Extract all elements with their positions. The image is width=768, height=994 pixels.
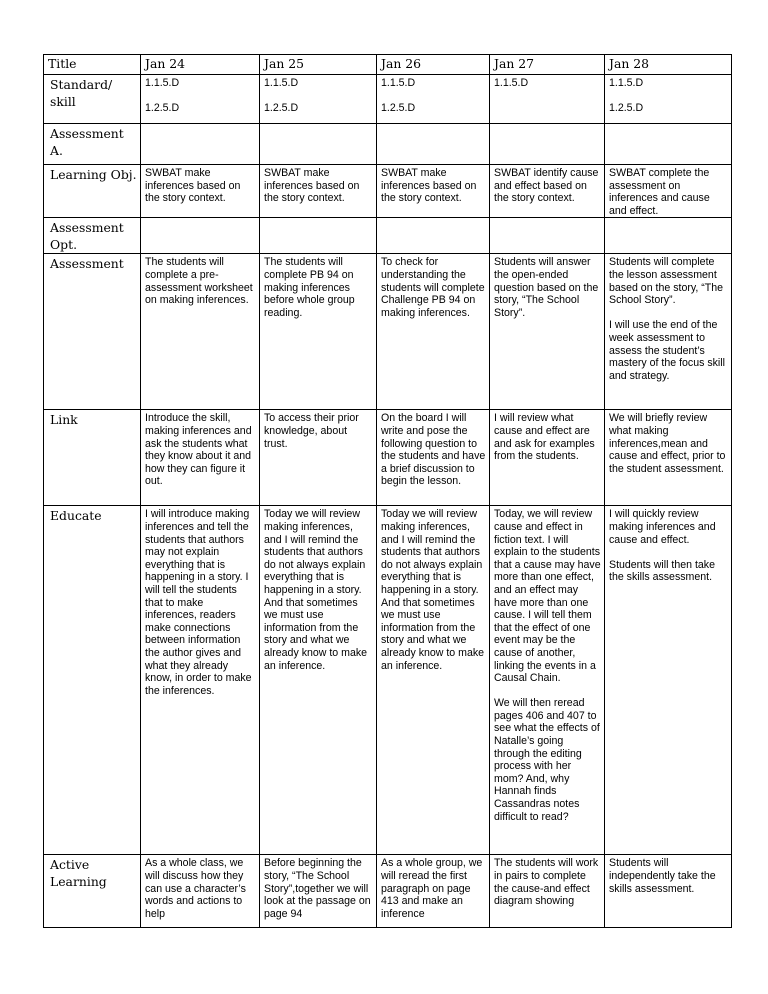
row-educate: [44, 506, 732, 855]
row-link: [44, 410, 732, 506]
table-cell: [490, 218, 605, 254]
table-cell: 1.1.5.D: [490, 75, 605, 124]
table-cell: The students will complete a pre-assessment worksheet on making inferences.: [141, 254, 260, 410]
table-cell: Students will independently take the skills assessment.: [605, 855, 732, 928]
table-cell: We will briefly review what making inferences,mean and cause and effect, prior to the student assessment.: [605, 410, 732, 506]
row-label: Link: [44, 410, 141, 506]
header-cell-jan-26: Jan 26: [377, 55, 490, 75]
table-cell: SWBAT make inferences based on the story context.: [377, 165, 490, 218]
table-cell: As a whole group, we will reread the first paragraph on page 413 and make an inference: [377, 855, 490, 928]
header-row: [44, 55, 732, 75]
table-cell: [141, 218, 260, 254]
table-cell: SWBAT make inferences based on the story context.: [260, 165, 377, 218]
table-cell: [377, 124, 490, 165]
header-cell-jan-24: Jan 24: [141, 55, 260, 75]
row-label: Standard/ skill: [44, 75, 141, 124]
row-label: Assessment: [44, 254, 141, 410]
table-cell: SWBAT make inferences based on the story context.: [141, 165, 260, 218]
table-cell: Students will complete the lesson assessment based on the story, “The School Story”. I will use the end of the week assessment to assess the student’s mastery of the focus skill and strategy.: [605, 254, 732, 410]
table-cell: Before beginning the story, “The School Story”,together we will look at the passage on page 94: [260, 855, 377, 928]
row-label: Learning Obj.: [44, 165, 141, 218]
header-cell-jan-25: Jan 25: [260, 55, 377, 75]
header-cell-jan-27: Jan 27: [490, 55, 605, 75]
table-cell: I will introduce making inferences and tell the students that authors may not explain everything that is happening in a story. I will tell the students that to make inferences, readers make connections between information the author gives and what they already know, in order to make the inferences.: [141, 506, 260, 855]
lesson-plan-table: [43, 54, 732, 928]
row-assessment-a: [44, 124, 732, 165]
table-cell: [377, 218, 490, 254]
row-standard-skill: [44, 75, 732, 124]
table-cell: 1.1.5.D 1.2.5.D: [260, 75, 377, 124]
table-cell: Today we will review making inferences, and I will remind the students that authors do not always explain everything that is happening in a story. And that sometimes we must use information from the story and what we already know to make an inference.: [260, 506, 377, 855]
table-cell: The students will complete PB 94 on making inferences before whole group reading.: [260, 254, 377, 410]
header-cell-jan-28: Jan 28: [605, 55, 732, 75]
row-label: Active Learning: [44, 855, 141, 928]
table-cell: As a whole class, we will discuss how they can use a character’s words and actions to help: [141, 855, 260, 928]
table-cell: Introduce the skill, making inferences and ask the students what they know about it and how they can figure it out.: [141, 410, 260, 506]
table-cell: To check for understanding the students will complete Challenge PB 94 on making inferences.: [377, 254, 490, 410]
row-assessment-opt: [44, 218, 732, 254]
table-cell: SWBAT complete the assessment on inferences and cause and effect.: [605, 165, 732, 218]
header-cell-title: Title: [44, 55, 141, 75]
table-cell: I will review what cause and effect are and ask for examples from the students.: [490, 410, 605, 506]
table-cell: [260, 218, 377, 254]
table-cell: SWBAT identify cause and effect based on the story context.: [490, 165, 605, 218]
row-active-learning: [44, 855, 732, 928]
table-cell: [605, 218, 732, 254]
table-cell: Today, we will review cause and effect in fiction text. I will explain to the students that a cause may have more than one effect, and an effect may have more than one cause. I will tell them that the effect of one event may be the cause of another, linking the events in a Causal Chain. We will then reread pages 406 and 407 to see what the effects of Natalle’s going through the editing process with her mom? And, why Hannah finds Cassandras notes difficult to read?: [490, 506, 605, 855]
row-label: Educate: [44, 506, 141, 855]
row-label: Assessment A.: [44, 124, 141, 165]
table-cell: Today we will review making inferences, and I will remind the students that authors do not always explain everything that is happening in a story. And that sometimes we must use information from the story and what we already know to make an inference.: [377, 506, 490, 855]
table-cell: I will quickly review making inferences and cause and effect. Students will then take the skills assessment.: [605, 506, 732, 855]
table-cell: [141, 124, 260, 165]
table-cell: 1.1.5.D 1.2.5.D: [377, 75, 490, 124]
table-cell: [260, 124, 377, 165]
table-cell: 1.1.5.D 1.2.5.D: [141, 75, 260, 124]
row-assessment: [44, 254, 732, 410]
table-cell: On the board I will write and pose the following question to the students and have a brief discussion to begin the lesson.: [377, 410, 490, 506]
table-cell: [605, 124, 732, 165]
row-learning-obj: [44, 165, 732, 218]
table-cell: The students will work in pairs to complete the cause-and effect diagram showing: [490, 855, 605, 928]
table-cell: 1.1.5.D 1.2.5.D: [605, 75, 732, 124]
table-cell: To access their prior knowledge, about trust.: [260, 410, 377, 506]
table-cell: Students will answer the open-ended question based on the story, “The School Story”.: [490, 254, 605, 410]
table-cell: [490, 124, 605, 165]
row-label: Assessment Opt.: [44, 218, 141, 254]
